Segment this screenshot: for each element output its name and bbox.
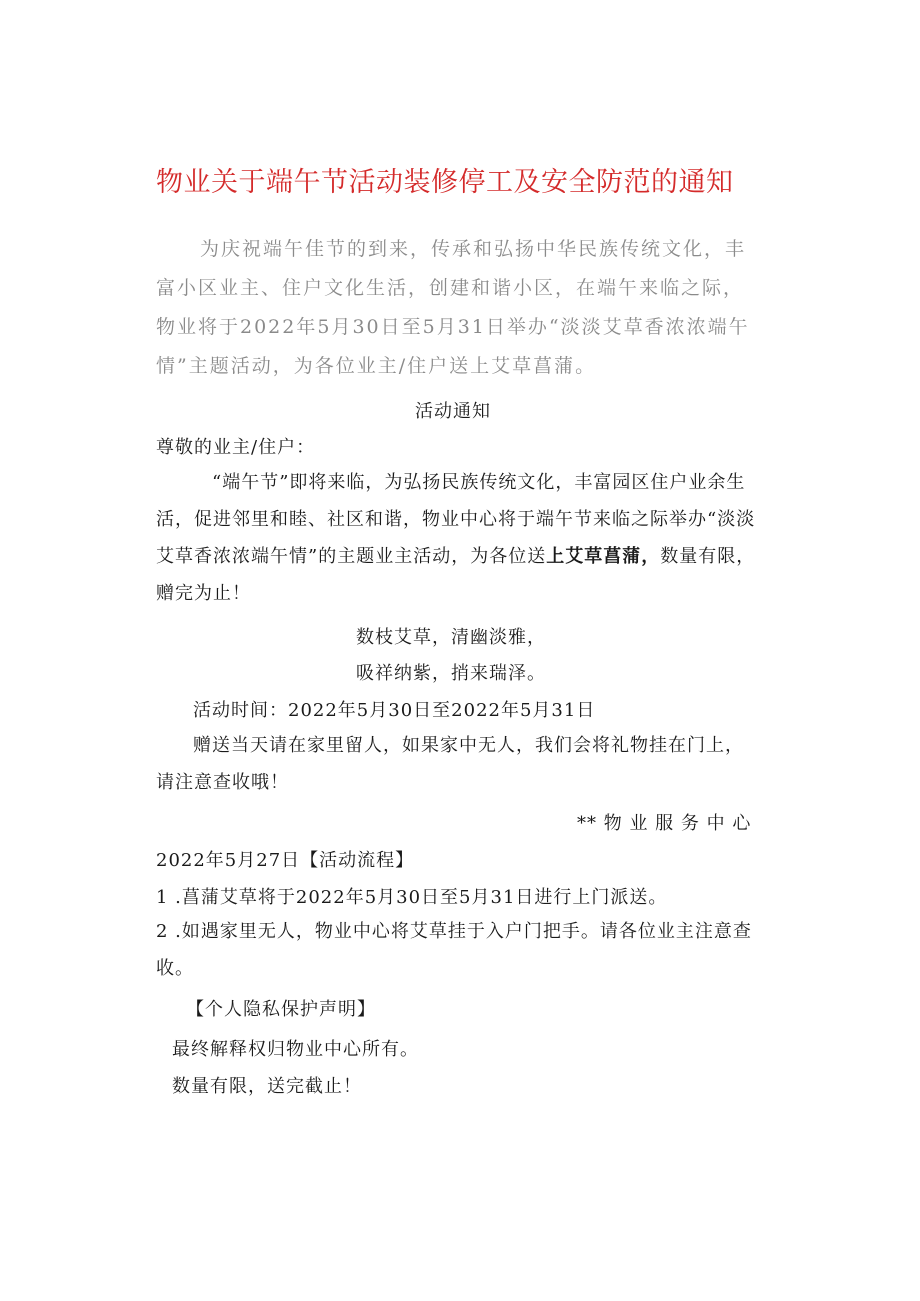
body-text: “端午节”即将来临，为弘扬民族传统文化，丰富园区住户业余生活，促进邻里和睦、社区和谐，物业中心将于端午节来临之际举办“淡淡艾草香浓浓端午情”的主题业主活动，为各位送 xyxy=(156,472,756,567)
poem-line-1: 数枝艾草，清幽淡雅， xyxy=(356,627,546,648)
notice-heading: 活动通知 xyxy=(415,401,491,422)
delivery-note xyxy=(156,727,756,801)
document-title: 物业关于端午节活动装修停工及安全防范的通知 xyxy=(156,167,734,198)
step-1: 1 .菖蒲艾草将于2022年5月30日至5月31日进行上门派送。 xyxy=(156,887,668,908)
body-end-text: 数量有限，赠完为止！ xyxy=(156,546,756,604)
signature: ** 物 业 服 务 中 心 xyxy=(577,813,752,834)
body-paragraph xyxy=(156,464,756,612)
poem-line-2: 吸祥纳紫，捎来瑞泽。 xyxy=(356,663,546,684)
salutation: 尊敬的业主/住户： xyxy=(156,437,316,458)
intro-paragraph xyxy=(156,230,756,386)
intro-text: 为庆祝端午佳节的到来，传承和弘扬中华民族传统文化，丰富小区业主、住户文化生活，创建和谐小区，在端午来临之际，物业将于2022年5月30日至5月31日举办“淡淡艾草香浓浓端午情”主题活动，为各位业主/住户送上艾草菖蒲。 xyxy=(156,238,750,377)
limited-quantity: 数量有限，送完截止！ xyxy=(172,1076,362,1097)
activity-time: 活动时间：2022年5月30日至2022年5月31日 xyxy=(193,700,596,721)
privacy-heading: 【个人隐私保护声明】 xyxy=(186,999,376,1020)
step-2: 2 .如遇家里无人，物业中心将艾草挂于入户门把手。请各位业主注意查收。 xyxy=(156,921,752,979)
delivery-note-text: 赠送当天请在家里留人，如果家中无人，我们会将礼物挂在门上，请注意查收哦！ xyxy=(156,735,744,793)
final-interpretation: 最终解释权归物业中心所有。 xyxy=(172,1039,419,1060)
date-and-section: 2022年5月27日【活动流程】 xyxy=(156,850,415,871)
body-bold-text: 上艾草菖蒲， xyxy=(546,546,661,567)
